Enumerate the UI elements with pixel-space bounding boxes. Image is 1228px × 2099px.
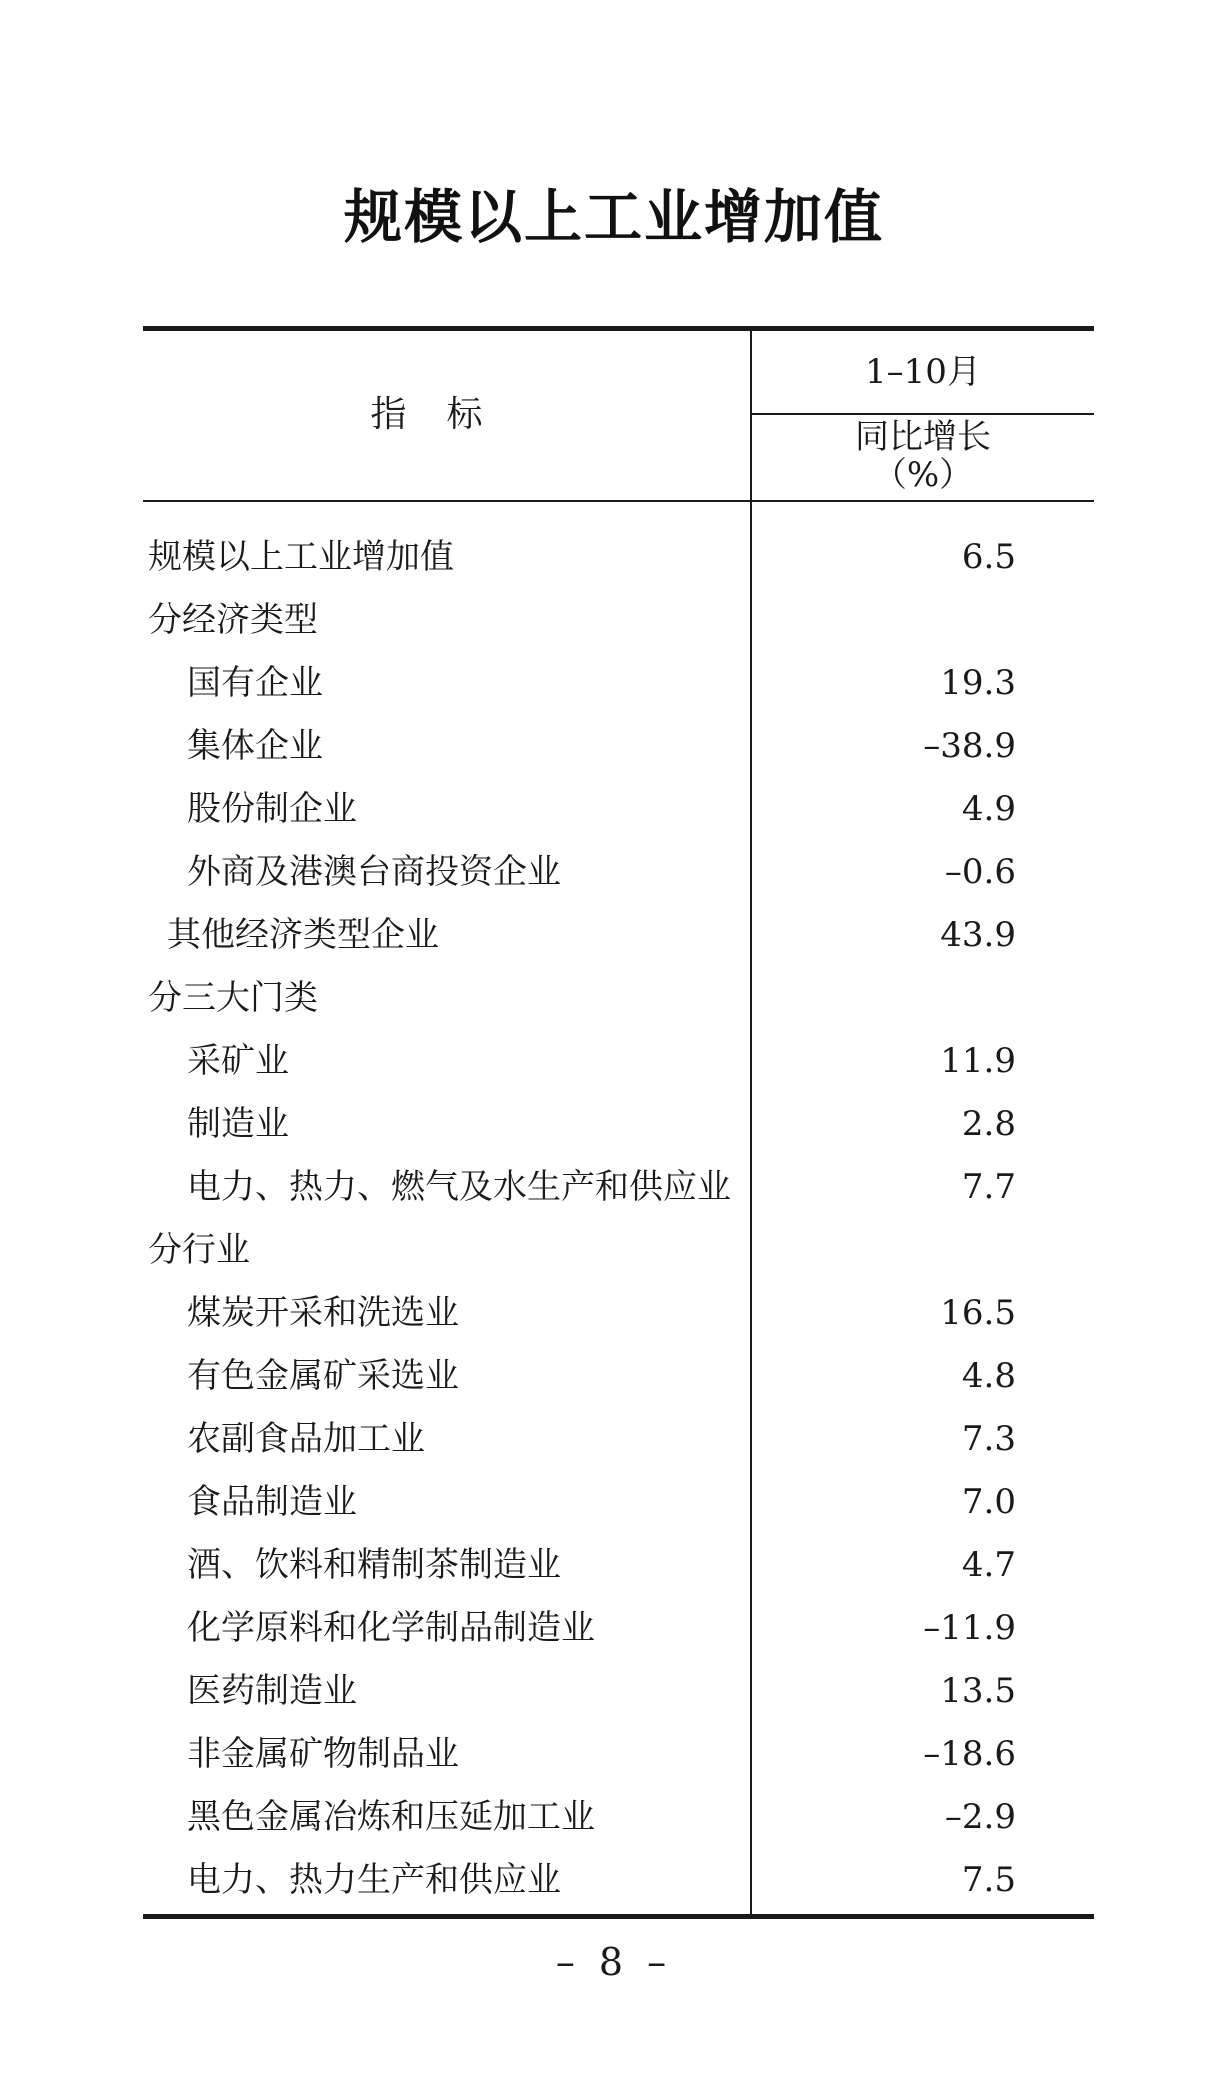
table-row bbox=[143, 1345, 1094, 1408]
table-row bbox=[143, 1408, 1094, 1471]
table-row bbox=[143, 1660, 1094, 1723]
row-value: 7.0 bbox=[961, 1482, 1016, 1522]
row-label: 医药制造业 bbox=[187, 1671, 357, 1711]
table-row bbox=[143, 652, 1094, 715]
row-label: 煤炭开采和洗选业 bbox=[187, 1293, 459, 1333]
table-top-rule bbox=[143, 326, 1094, 331]
table-row bbox=[143, 1219, 1094, 1282]
row-value: 4.8 bbox=[961, 1356, 1016, 1396]
row-value: 16.5 bbox=[940, 1293, 1016, 1333]
page-title: 规模以上工业增加值 bbox=[343, 183, 884, 251]
header-indicator: 指标 bbox=[370, 394, 523, 435]
table-row bbox=[143, 1723, 1094, 1786]
header-bottom-rule bbox=[143, 500, 1094, 502]
row-label: 其他经济类型企业 bbox=[167, 915, 439, 955]
table-row bbox=[143, 1471, 1094, 1534]
row-value: 13.5 bbox=[940, 1671, 1016, 1711]
table-row bbox=[143, 1282, 1094, 1345]
table-row bbox=[143, 526, 1094, 589]
table-body bbox=[143, 526, 1094, 1912]
row-label: 电力、热力生产和供应业 bbox=[187, 1860, 561, 1900]
row-value: 4.9 bbox=[961, 789, 1016, 829]
row-value: –18.6 bbox=[923, 1734, 1016, 1774]
data-table bbox=[143, 326, 1094, 1920]
table-row bbox=[143, 1093, 1094, 1156]
row-label: 非金属矿物制品业 bbox=[187, 1734, 459, 1774]
page-number: – 8 – bbox=[555, 1940, 673, 1984]
row-label: 采矿业 bbox=[187, 1041, 289, 1081]
row-value: 19.3 bbox=[940, 663, 1016, 703]
row-label: 酒、饮料和精制茶制造业 bbox=[187, 1545, 561, 1585]
row-label: 化学原料和化学制品制造业 bbox=[187, 1608, 595, 1648]
row-value: 6.5 bbox=[961, 537, 1016, 577]
row-label: 分行业 bbox=[148, 1230, 250, 1270]
table-bottom-rule bbox=[143, 1914, 1094, 1919]
header-growth-unit: （%） bbox=[872, 455, 974, 495]
row-value: 7.5 bbox=[961, 1860, 1016, 1900]
row-label: 分三大门类 bbox=[148, 978, 318, 1018]
row-label: 外商及港澳台商投资企业 bbox=[187, 852, 561, 892]
row-label: 股份制企业 bbox=[187, 789, 357, 829]
header-growth bbox=[752, 418, 1094, 494]
row-value: 7.3 bbox=[961, 1419, 1016, 1459]
row-label: 分经济类型 bbox=[148, 600, 318, 640]
table-row bbox=[143, 967, 1094, 1030]
header-sub-rule bbox=[752, 413, 1094, 415]
table-row bbox=[143, 778, 1094, 841]
table-row bbox=[143, 1849, 1094, 1912]
row-label: 国有企业 bbox=[187, 663, 323, 703]
row-value: 7.7 bbox=[961, 1167, 1016, 1207]
table-row bbox=[143, 1534, 1094, 1597]
table-row bbox=[143, 1156, 1094, 1219]
row-label: 食品制造业 bbox=[187, 1482, 357, 1522]
table-row bbox=[143, 589, 1094, 652]
row-value: –2.9 bbox=[944, 1797, 1016, 1837]
row-label: 有色金属矿采选业 bbox=[187, 1356, 459, 1396]
table-row bbox=[143, 715, 1094, 778]
row-label: 电力、热力、燃气及水生产和供应业 bbox=[187, 1167, 731, 1207]
row-value: –0.6 bbox=[944, 852, 1016, 892]
row-value: 11.9 bbox=[940, 1041, 1016, 1081]
row-label: 规模以上工业增加值 bbox=[148, 537, 454, 577]
table-row bbox=[143, 1597, 1094, 1660]
row-label: 集体企业 bbox=[187, 726, 323, 766]
row-label: 制造业 bbox=[187, 1104, 289, 1144]
header-period: 1–10月 bbox=[865, 352, 981, 392]
row-value: –11.9 bbox=[923, 1608, 1016, 1648]
row-label: 黑色金属冶炼和压延加工业 bbox=[187, 1797, 595, 1837]
table-row bbox=[143, 1786, 1094, 1849]
row-value: 4.7 bbox=[961, 1545, 1016, 1585]
row-value: 43.9 bbox=[940, 915, 1016, 955]
row-value: –38.9 bbox=[923, 726, 1016, 766]
row-value: 2.8 bbox=[961, 1104, 1016, 1144]
row-label: 农副食品加工业 bbox=[187, 1419, 425, 1459]
header-growth-label: 同比增长 bbox=[855, 417, 991, 457]
table-row bbox=[143, 841, 1094, 904]
table-row bbox=[143, 1030, 1094, 1093]
table-row bbox=[143, 904, 1094, 967]
